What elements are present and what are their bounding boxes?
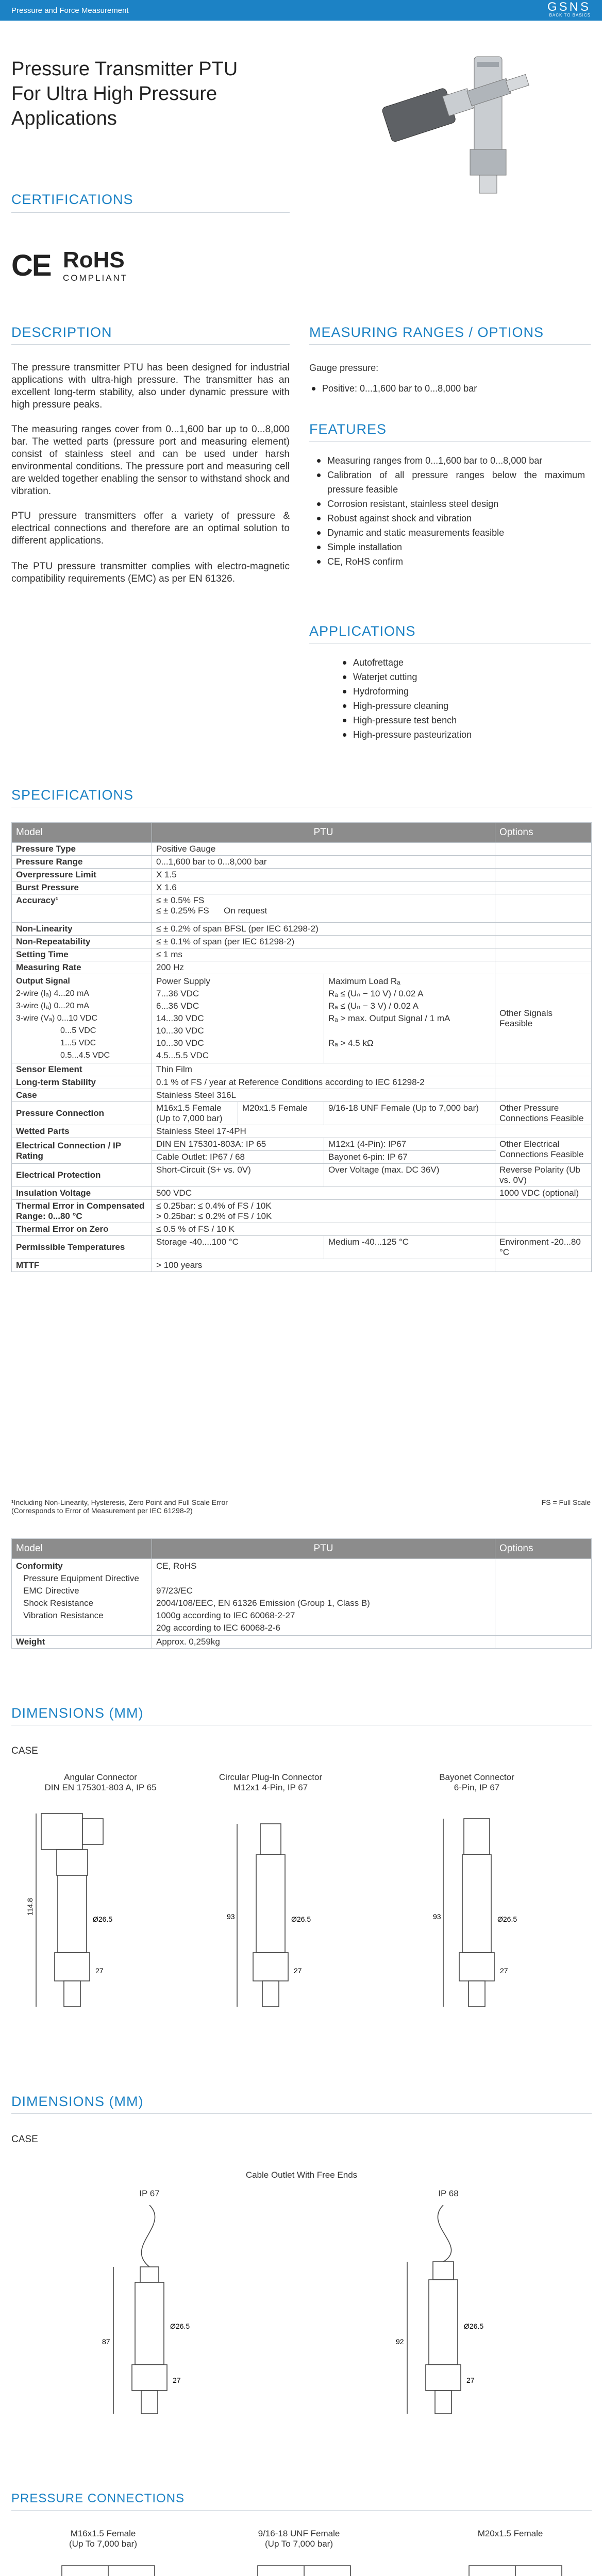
row-option (495, 1559, 592, 1636)
row-value: Over Voltage (max. DC 36V) (324, 1164, 495, 1187)
list-item: High-pressure cleaning (353, 699, 590, 713)
table-row (12, 1076, 592, 1089)
row-value: 0.1 % of FS / year at Reference Conditions according to IEC 61298-2 (152, 1076, 495, 1089)
drawing-caption-bayonet: Bayonet Connector 6-Pin, IP 67 (439, 1772, 514, 1792)
unf-connection-drawing (227, 2555, 381, 2576)
column-header: Model (12, 823, 152, 843)
rohs-label: RoHS (63, 247, 125, 273)
row-option: Other Electrical Connections Feasible (495, 1138, 592, 1164)
description-paragraph-3: PTU pressure transmitters offer a variety of pressure & electrical connections and therefore are an optimal solution to different applications. (11, 511, 290, 546)
column-header: PTU (152, 823, 495, 843)
row-label: Conformity Pressure Equipment Directive EMC Directive Shock Resistance Vibration Resistance (12, 1559, 152, 1636)
row-value: 500 VDC (152, 1187, 495, 1200)
dimension-hex: 27 (466, 2376, 475, 2384)
description-paragraph-1: The pressure transmitter PTU has been designed for industrial applications with ultra-high pressure. The transmitter has an excellent long-term stability, also under dynamic pressure with high pressure peaks. (11, 362, 290, 410)
rohs-compliant-label: COMPLIANT (63, 273, 128, 283)
divider (11, 212, 290, 213)
connection-caption-m20: M20x1.5 Female (477, 2529, 543, 2538)
row-option (495, 1636, 592, 1649)
section-title-description: DESCRIPTION (11, 325, 112, 340)
row-option (495, 1063, 592, 1076)
row-label: Electrical Protection (12, 1164, 152, 1187)
row-option: Other Signals Feasible (495, 974, 592, 1063)
table-row (12, 936, 592, 948)
table-row (12, 1636, 592, 1649)
table-row (12, 1259, 592, 1272)
table-row (12, 961, 592, 974)
specifications-table (11, 822, 592, 1272)
list-item: Autofrettage (353, 655, 590, 670)
row-value (152, 894, 495, 923)
table-row (12, 1102, 592, 1125)
row-value: 0...1,600 bar to 0...8,000 bar (152, 856, 495, 869)
row-value: > 100 years (152, 1259, 495, 1272)
section-title-specifications: SPECIFICATIONS (11, 787, 134, 803)
row-value: X 1.6 (152, 882, 495, 894)
section-title-certifications: CERTIFICATIONS (11, 192, 133, 207)
dimension-diameter: Ø26.5 (93, 1915, 113, 1923)
row-label: Case (12, 1089, 152, 1102)
row-label: Thermal Error on Zero (12, 1223, 152, 1236)
row-label: Non-Repeatability (12, 936, 152, 948)
column-header: PTU (152, 1539, 495, 1559)
list-item: Waterjet cutting (353, 670, 590, 684)
circular-connector-drawing (206, 1803, 361, 2025)
row-label: MTTF (12, 1259, 152, 1272)
dimension-hex: 27 (500, 1967, 508, 1975)
certification-logos (11, 248, 145, 290)
row-option (495, 843, 592, 856)
table-header-row (12, 823, 592, 843)
ip68-caption: IP 68 (438, 2189, 459, 2198)
list-item: Robust against shock and vibration (327, 511, 585, 526)
row-value: CE, RoHS 97/23/EC 2004/108/EEC, EN 61326 Emission (Group 1, Class B) 1000g according to IEC 60068-2-27 20g according to IEC 60068-2-6 (152, 1559, 495, 1636)
full-scale-note: FS = Full Scale (541, 1498, 591, 1506)
table-row (12, 1187, 592, 1200)
table-row (12, 1063, 592, 1076)
row-label: Weight (12, 1636, 152, 1649)
row-option (495, 1125, 592, 1138)
table-row (12, 1223, 592, 1236)
row-value: Storage -40....100 °C (152, 1236, 324, 1259)
dimension-height: 87 (102, 2337, 110, 2346)
row-label: Pressure Connection (12, 1102, 152, 1125)
row-label: Pressure Type (12, 843, 152, 856)
divider (309, 344, 591, 345)
row-value: ≤ ± 0.2% of span BFSL (per IEC 61298-2) (152, 923, 495, 936)
row-label: Output Signal 2-wire (Iₐ) 4...20 mA 3-wire (Iₐ) 0...20 mA 3-wire (Vₐ) 0...10 VDC 0...5 VDC 1...5 VDC 0.5...4.5 VDC (12, 974, 152, 1063)
brand-name: GSNS (547, 0, 591, 14)
table-row (12, 1089, 592, 1102)
dimension-diameter: Ø26.5 (170, 2322, 190, 2330)
section-title-features: FEATURES (309, 421, 387, 437)
table-row (12, 1125, 592, 1138)
dimension-hex: 27 (173, 2376, 181, 2384)
table-row (12, 1138, 592, 1151)
table-row (12, 923, 592, 936)
row-label: Measuring Rate (12, 961, 152, 974)
row-label: Overpressure Limit (12, 869, 152, 882)
cable-outlet-ip68-drawing (371, 2205, 526, 2421)
table-row (12, 1164, 592, 1187)
angular-connector-drawing (21, 1803, 175, 2025)
drawing-caption-angular: Angular Connector DIN EN 175301-803 A, IP 65 (44, 1772, 157, 1792)
row-label: Long-term Stability (12, 1076, 152, 1089)
row-option (495, 869, 592, 882)
dimension-height: 93 (433, 1912, 441, 1921)
dimension-diameter: Ø26.5 (464, 2322, 484, 2330)
table-row (12, 1236, 592, 1259)
column-header: Model (12, 1539, 152, 1559)
table-header-row (12, 1539, 592, 1559)
power-supply-cell: Power Supply 7...36 VDC 6...36 VDC 14...30 VDC 10...30 VDC 10...30 VDC 4.5...5.5 VDC (152, 974, 324, 1063)
row-value: Thin Film (152, 1063, 495, 1076)
row-option (495, 1076, 592, 1089)
row-label: Permissible Temperatures (12, 1236, 152, 1259)
list-item: Calibration of all pressure ranges below the maximum pressure feasible (327, 468, 585, 497)
cable-outlet-caption: Cable Outlet With Free Ends (245, 2170, 358, 2180)
conformity-table (11, 1538, 592, 1649)
title-line-1: Pressure Transmitter PTU (11, 58, 238, 80)
table-row (12, 869, 592, 882)
table-row (12, 882, 592, 894)
row-value: M20x1.5 Female (238, 1102, 324, 1125)
row-value: ≤ 1 ms (152, 948, 495, 961)
row-option (495, 948, 592, 961)
row-label: Burst Pressure (12, 882, 152, 894)
row-option: Environment -20...80 °C (495, 1236, 592, 1259)
table-row (12, 843, 592, 856)
section-title-dimensions: DIMENSIONS (MM) (11, 1705, 144, 1721)
row-value: ≤ ± 0.1% of span (per IEC 61298-2) (152, 936, 495, 948)
row-value: DIN EN 175301-803A: IP 65 (152, 1138, 324, 1151)
table-row (12, 948, 592, 961)
title-line-2: For Ultra High Pressure (11, 83, 218, 105)
page-title (11, 57, 300, 131)
brand-logo[interactable] (529, 2, 591, 19)
rohs-badge (63, 249, 140, 282)
row-option (495, 923, 592, 936)
section-title-dimensions: DIMENSIONS (MM) (11, 2094, 144, 2109)
description-paragraph-4: The PTU pressure transmitter complies with electro-magnetic compatibility requirements (EMC) as per EN 61326. (11, 561, 290, 584)
section-title-pressure-connections: PRESSURE CONNECTIONS (11, 2492, 185, 2505)
row-label: Setting Time (12, 948, 152, 961)
list-item: Measuring ranges from 0...1,600 bar to 0...8,000 bar (327, 453, 585, 468)
row-label: Electrical Connection / IP Rating (12, 1138, 152, 1164)
ranges-intro: Gauge pressure: (309, 363, 379, 373)
row-value: Short-Circuit (S+ vs. 0V) (152, 1164, 324, 1187)
cable-outlet-ip67-drawing (77, 2205, 232, 2421)
divider (11, 344, 290, 345)
ranges-list (309, 381, 590, 396)
connection-caption-unf: 9/16-18 UNF Female (Up To 7,000 bar) (258, 2529, 340, 2549)
dimension-height: 93 (227, 1912, 235, 1921)
connection-caption-m16: M16x1.5 Female (Up To 7,000 bar) (69, 2529, 137, 2549)
list-item: Positive: 0...1,600 bar to 0...8,000 bar (322, 381, 590, 396)
row-label: Insulation Voltage (12, 1187, 152, 1200)
row-option (495, 1089, 592, 1102)
row-value: ≤ 0.5 % of FS / 10 K (152, 1223, 495, 1236)
table-row (12, 1200, 592, 1223)
list-item: Corrosion resistant, stainless steel design (327, 497, 585, 511)
section-title-applications: APPLICATIONS (309, 623, 416, 639)
column-header: Options (495, 1539, 592, 1559)
row-value: ≤ 0.25bar: ≤ 0.4% of FS / 10K > 0.25bar: ≤ 0.2% of FS / 10K (152, 1200, 495, 1223)
dimension-hex: 27 (294, 1967, 302, 1975)
row-value: Approx. 0,259kg (152, 1636, 495, 1649)
accuracy-high: ≤ ± 0.25% FS (156, 906, 209, 916)
row-value: Positive Gauge (152, 843, 495, 856)
row-option (495, 1223, 592, 1236)
description-paragraph-2: The measuring ranges cover from 0...1,600 bar up to 0...8,000 bar. The wetted parts (pressure port and measuring element) consist of stainless steel and can be used under harsh environmental conditions. The pressure port and measuring cell are welded together enabling the sensor to withstand shock and vibration. (11, 424, 290, 497)
brand-tagline: BACK TO BASICS (549, 13, 591, 18)
applications-list (340, 655, 590, 742)
dimension-height: 114.8 (26, 1898, 34, 1916)
list-item: Hydroforming (353, 684, 590, 699)
row-option (495, 882, 592, 894)
row-value: 200 Hz (152, 961, 495, 974)
row-option: 1000 VDC (optional) (495, 1187, 592, 1200)
row-label: Thermal Error in Compensated Range: 0...80 °C (12, 1200, 152, 1223)
row-label: Pressure Range (12, 856, 152, 869)
row-option (495, 856, 592, 869)
m20-connection-drawing (438, 2555, 593, 2576)
row-option (495, 961, 592, 974)
table-row (12, 894, 592, 923)
table-row-output-signal (12, 974, 592, 1063)
list-item: Dynamic and static measurements feasible (327, 526, 585, 540)
divider (309, 441, 591, 442)
row-value: Medium -40...125 °C (324, 1236, 495, 1259)
spec-footnote: ¹Including Non-Linearity, Hysteresis, Zero Point and Full Scale Error (Corresponds to Error of Measurement per IEC 61298-2) (11, 1498, 228, 1515)
row-value: Bayonet 6-pin: IP 67 (324, 1151, 495, 1164)
row-option: Other Pressure Connections Feasible (495, 1102, 592, 1125)
section-title-measuring-ranges: MEASURING RANGES / OPTIONS (309, 325, 544, 340)
drawing-caption-circular: Circular Plug-In Connector M12x1 4-Pin, IP 67 (219, 1772, 323, 1792)
row-value: 9/16-18 UNF Female (Up to 7,000 bar) (324, 1102, 495, 1125)
case-label: CASE (11, 1745, 38, 1756)
row-option (495, 1259, 592, 1272)
dimension-hex: 27 (95, 1967, 104, 1975)
row-value: Stainless Steel 316L (152, 1089, 495, 1102)
case-label: CASE (11, 2134, 38, 2145)
list-item: CE, RoHS confirm (327, 554, 585, 569)
row-label: Wetted Parts (12, 1125, 152, 1138)
row-option (495, 894, 592, 923)
list-item: High-pressure test bench (353, 713, 590, 727)
max-load-cell: Maximum Load Rₐ Rₐ ≤ (Uₙ − 10 V) / 0.02 A Rₐ ≤ (Uₙ − 3 V) / 0.02 A Rₐ > max. Output Signal / 1 mA Rₐ > 4.5 kΩ (324, 974, 495, 1063)
list-item: Simple installation (327, 540, 585, 554)
divider (11, 2510, 592, 2511)
row-label: Non-Linearity (12, 923, 152, 936)
row-value: X 1.5 (152, 869, 495, 882)
row-label: Accuracy¹ (12, 894, 152, 923)
row-option: Reverse Polarity (Ub vs. 0V) (495, 1164, 592, 1187)
accuracy-standard: ≤ ± 0.5% FS (156, 895, 205, 905)
row-value: Stainless Steel 17-4PH (152, 1125, 495, 1138)
dimension-diameter: Ø26.5 (497, 1915, 517, 1923)
dimension-height: 92 (396, 2337, 404, 2346)
row-label: Sensor Element (12, 1063, 152, 1076)
m16-connection-drawing (31, 2555, 186, 2576)
row-value: M12x1 (4-Pin): IP67 (324, 1138, 495, 1151)
header-bar (0, 0, 602, 21)
divider (11, 2113, 592, 2114)
dimension-diameter: Ø26.5 (291, 1915, 311, 1923)
ip67-caption: IP 67 (139, 2189, 160, 2198)
accuracy-high-note: On request (224, 906, 267, 916)
ce-mark-icon: CE (11, 249, 51, 282)
column-header: Options (495, 823, 592, 843)
bayonet-connector-drawing (412, 1803, 567, 2025)
row-option (495, 1200, 592, 1223)
table-row (12, 1559, 592, 1636)
features-list (314, 453, 585, 569)
product-image (320, 46, 588, 196)
breadcrumb[interactable]: Pressure and Force Measurement (11, 6, 129, 15)
table-row (12, 856, 592, 869)
row-value: M16x1.5 Female (Up to 7,000 bar) (152, 1102, 238, 1125)
list-item: High-pressure pasteurization (353, 727, 590, 742)
title-line-3: Applications (11, 108, 117, 129)
row-value: Cable Outlet: IP67 / 68 (152, 1151, 324, 1164)
row-option (495, 936, 592, 948)
